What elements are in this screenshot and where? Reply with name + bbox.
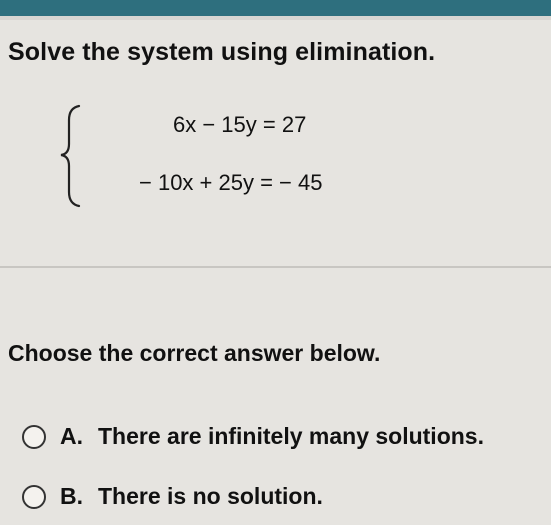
section-divider	[0, 266, 551, 268]
equation-1: 6x − 15y = 27	[173, 112, 307, 137]
equation-2: − 10x + 25y = − 45	[139, 170, 323, 195]
left-brace-icon	[55, 100, 95, 210]
instruction-text: Choose the correct answer below.	[8, 340, 381, 366]
header-bar	[0, 0, 551, 16]
option-b-letter: B.	[60, 483, 83, 509]
option-a-text[interactable]: There are infinitely many solutions.	[98, 423, 484, 449]
radio-button-b[interactable]	[22, 485, 46, 509]
option-b-text[interactable]: There is no solution.	[98, 483, 323, 509]
option-a[interactable]	[22, 423, 484, 450]
header-bar-edge	[0, 16, 551, 20]
radio-button-a[interactable]	[22, 425, 46, 449]
question-prompt: Solve the system using elimination.	[8, 38, 436, 66]
option-a-letter: A.	[60, 423, 83, 449]
equation-system	[55, 100, 385, 210]
option-b[interactable]	[22, 483, 323, 510]
